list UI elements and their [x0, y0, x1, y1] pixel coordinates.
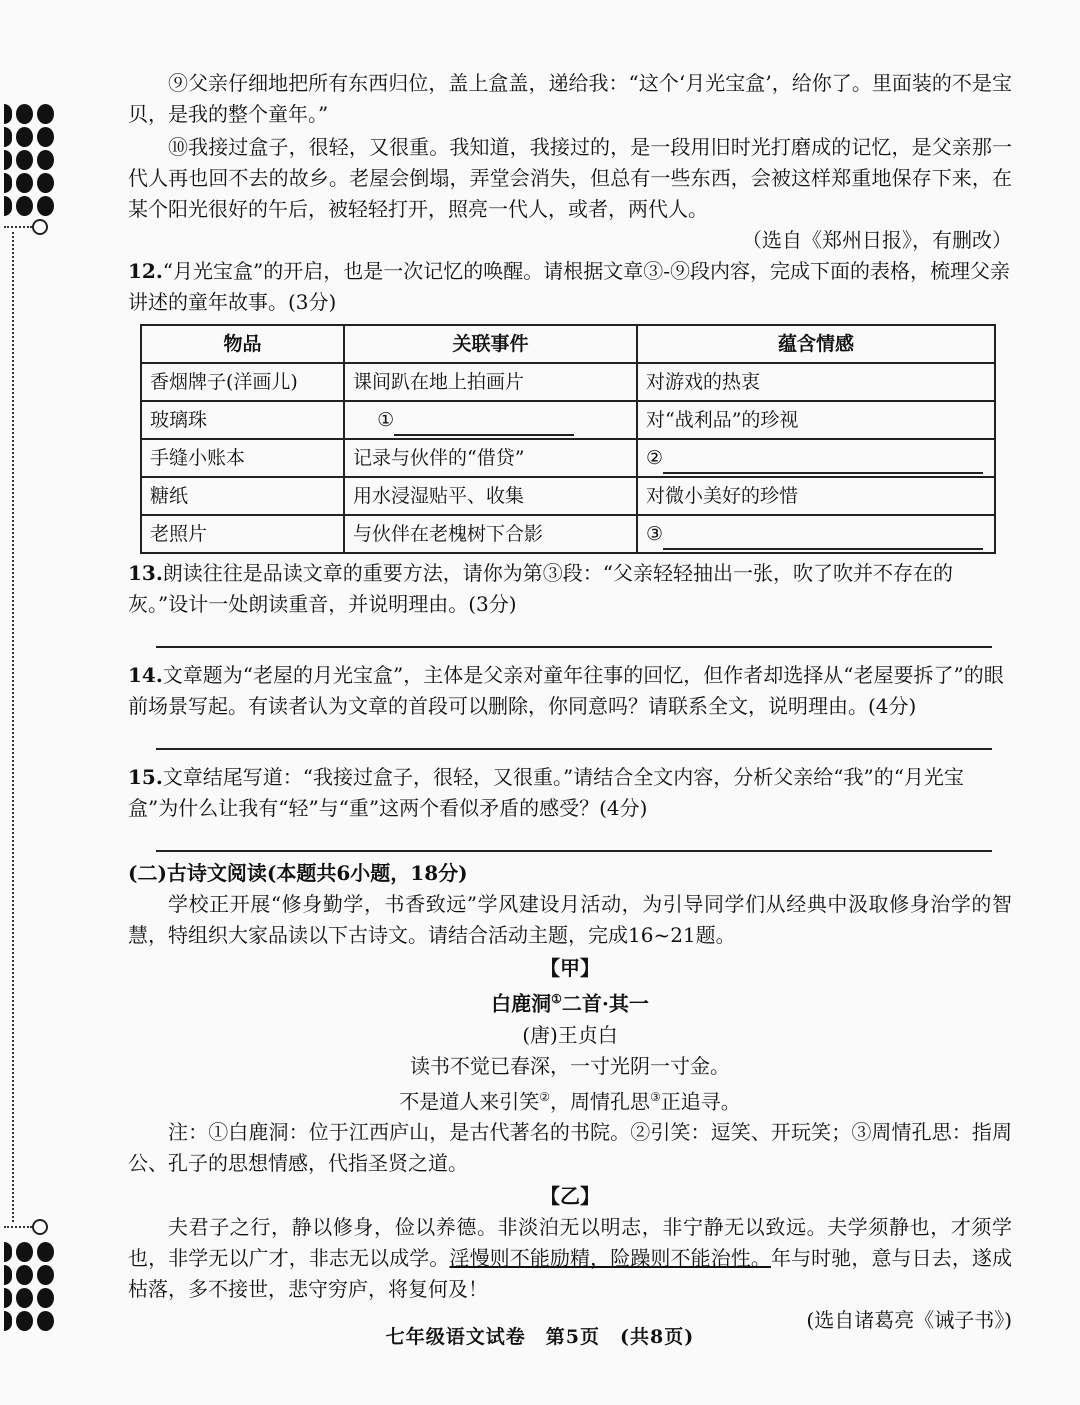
poem-note: 注：①白鹿洞：位于江西庐山，是古代著名的书院。②引笑：逗笑、开玩笑；③周情孔思：指周公、孔子的思想情感，代指圣贤之道。 — [128, 1120, 1012, 1176]
section-intro: 学校正开展“修身勤学，书香致远”学风建设月活动，为引导同学们从经典中汲取修身治学的智慧，特组织大家品读以下古诗文。请结合活动主题，完成16~21题。 — [128, 892, 1012, 947]
binding-holes-top — [4, 104, 54, 219]
dotted-guide-bottom — [4, 1226, 32, 1228]
question-14 — [128, 660, 1012, 722]
poem-author: (唐)王贞白 — [522, 1022, 618, 1047]
yi-text: 年与时驰，意与日去，遂成枯落，多不接世，悲守穷庐，将复何及！ — [128, 1246, 1013, 1302]
cell-event: 与伙伴在老槐树下合影 — [344, 515, 637, 553]
question-number: 12. — [128, 259, 163, 283]
question-15 — [128, 762, 1012, 824]
poem-line-2 — [128, 1082, 1012, 1118]
question-number: 14. — [128, 663, 163, 687]
question-13 — [128, 558, 1012, 620]
poem-text: ，周情孔思 — [550, 1089, 650, 1114]
table-header-row — [141, 325, 995, 363]
poem-title-text: 白鹿洞 — [491, 991, 552, 1016]
binding-dotted-line — [12, 232, 14, 1222]
section-title: (二)古诗文阅读(本题共6小题，18分) — [128, 861, 468, 885]
table-row — [141, 477, 995, 515]
dotted-guide-top — [4, 226, 32, 228]
cell-item: 糖纸 — [141, 477, 344, 515]
footnote-mark: ③ — [650, 1089, 661, 1104]
table-row — [141, 401, 995, 439]
answer-blank-2[interactable] — [663, 448, 983, 474]
question-number: 13. — [128, 561, 163, 585]
cell-emotion-blank-3[interactable] — [637, 515, 995, 553]
cell-event-blank-1[interactable] — [344, 401, 637, 439]
poem-text: 不是道人来引笑 — [399, 1089, 540, 1114]
footnote-mark: ② — [539, 1089, 550, 1104]
cell-event: 用水浸湿贴平、收集 — [344, 477, 637, 515]
question-12 — [128, 256, 1012, 318]
answer-line-15[interactable] — [156, 828, 992, 852]
label-yi: 【乙】 — [540, 1184, 600, 1209]
poem-text: 正追寻。 — [660, 1089, 741, 1114]
cell-event: 记录与伙伴的“借贷” — [344, 439, 637, 477]
cell-item: 手缝小账本 — [141, 439, 344, 477]
binding-holes-bottom — [4, 1242, 54, 1334]
passage-source: （选自《郑州日报》，有删改） — [742, 228, 1012, 252]
poem-line-1: 读书不觉已春深，一寸光阴一寸金。 — [410, 1053, 730, 1078]
cell-item: 香烟牌子(洋画儿) — [141, 363, 344, 401]
question-number: 15. — [128, 765, 163, 789]
table-row — [141, 515, 995, 553]
cell-item: 老照片 — [141, 515, 344, 553]
yi-source: (选自诸葛亮《诫子书》) — [806, 1308, 1012, 1333]
blank-marker: ③ — [646, 522, 664, 545]
binding-ring-top — [32, 219, 48, 235]
label-jia: 【甲】 — [540, 956, 600, 980]
cell-item: 玻璃珠 — [141, 401, 344, 439]
poem-title — [128, 984, 1012, 1020]
cell-emotion: 对游戏的热衷 — [637, 363, 995, 401]
poem-title-rest: 二首·其一 — [561, 991, 649, 1016]
table-header: 物品 — [141, 325, 344, 363]
paragraph-9: ⑨父亲仔细地把所有东西归位，盖上盒盖，递给我：“这个‘月光宝盒’，给你了。里面装的不是宝贝，是我的整个童年。” — [128, 71, 1012, 126]
table-header: 蕴含情感 — [637, 325, 995, 363]
footnote-mark: ① — [551, 992, 562, 1006]
binding-ring-bottom — [32, 1219, 48, 1235]
cell-emotion-blank-2[interactable] — [637, 439, 995, 477]
answer-line-14[interactable] — [156, 726, 992, 750]
memory-table — [140, 324, 996, 554]
table-row — [141, 363, 995, 401]
answer-blank-3[interactable] — [663, 524, 983, 550]
page-footer: 七年级语文试卷 第5页 (共8页) — [385, 1326, 695, 1348]
cell-event: 课间趴在地上拍画片 — [344, 363, 637, 401]
yi-text: 夫君子之行，静以修身，俭以养德。非淡泊无以明志，非宁静无以致远。夫学须静也，才须学也，非学无以广才，非志无以成学。 — [128, 1215, 1012, 1271]
cell-emotion: 对微小美好的珍惜 — [637, 477, 995, 515]
blank-marker: ① — [377, 408, 395, 431]
question-text: 朗读往往是品读文章的重要方法，请你为第③段：“父亲轻轻抽出一张，吹了吹并不存在的灰。”设计一处朗读重音，并说明理由。(3分) — [128, 561, 954, 616]
table-row — [141, 439, 995, 477]
yi-underlined-sentence: 淫慢则不能励精，险躁则不能治性。 — [449, 1246, 771, 1271]
paragraph-10: ⑩我接过盒子，很轻，又很重。我知道，我接过的，是一段用旧时光打磨成的记忆，是父亲那一代人再也回不去的故乡。老屋会倒塌，弄堂会消失，但总有一些东西，会被这样郑重地保存下来，在某个阳光很好的午后，被轻轻打开，照亮一代人，或者，两代人。 — [128, 135, 1012, 221]
cell-emotion: 对“战利品”的珍视 — [637, 401, 995, 439]
question-text: 文章题为“老屋的月光宝盒”，主体是父亲对童年往事的回忆，但作者却选择从“老屋要拆了”的眼前场景写起。有读者认为文章的首段可以删除，你同意吗？请联系全文，说明理由。(4分) — [128, 663, 1004, 718]
yi-passage — [128, 1212, 1012, 1305]
answer-blank-1[interactable] — [394, 410, 574, 436]
question-text: “月光宝盒”的开启，也是一次记忆的唤醒。请根据文章③-⑨段内容，完成下面的表格，梳理父亲讲述的童年故事。(3分) — [128, 259, 1011, 314]
answer-line-13[interactable] — [156, 624, 992, 648]
question-text: 文章结尾写道：“我接过盒子，很轻，又很重。”请结合全文内容，分析父亲给“我”的“月光宝盒”为什么让我有“轻”与“重”这两个看似矛盾的感受？(4分) — [128, 765, 964, 820]
table-header: 关联事件 — [344, 325, 637, 363]
blank-marker: ② — [646, 446, 664, 469]
main-content — [128, 68, 1012, 1336]
